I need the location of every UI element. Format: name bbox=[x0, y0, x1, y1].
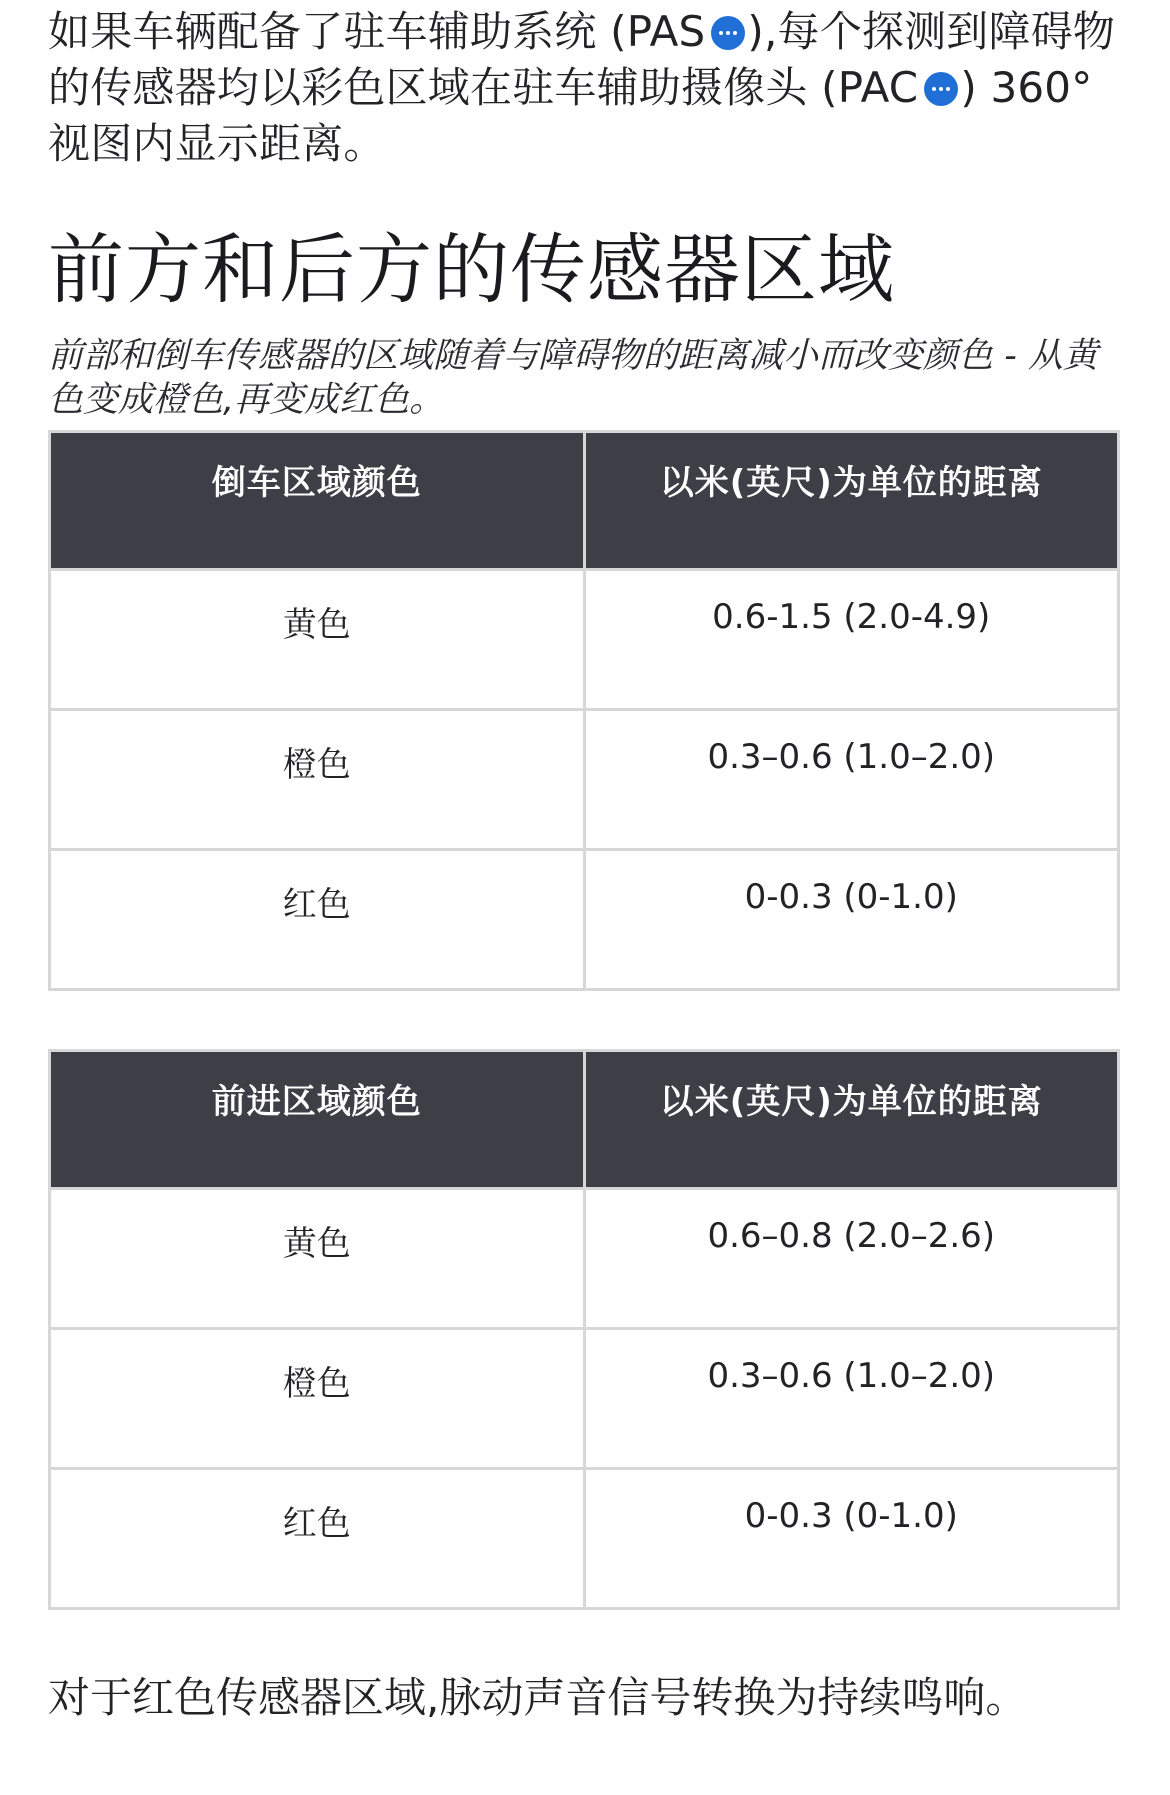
zone-color-cell: 橙色 bbox=[50, 710, 585, 850]
outro-paragraph: 对于红色传感器区域,脉动声音信号转换为持续鸣响。 bbox=[48, 1673, 1028, 1722]
zone-color-cell: 黄色 bbox=[50, 570, 585, 710]
more-info-icon[interactable] bbox=[924, 72, 958, 106]
table-row bbox=[50, 1469, 1119, 1609]
zone-color-cell: 黄色 bbox=[50, 1189, 585, 1329]
section-subtitle: 前部和倒车传感器的区域随着与障碍物的距离减小而改变颜色 - 从黄色变成橙色,再变成红色。 bbox=[48, 336, 1098, 420]
column-header-color: 倒车区域颜色 bbox=[50, 432, 585, 570]
article bbox=[48, 0, 1120, 1726]
section-title: 前方和后方的传感器区域 bbox=[48, 225, 895, 314]
zone-distance-cell: 0.3–0.6 (1.0–2.0) bbox=[584, 1329, 1119, 1469]
zone-distance-cell: 0-0.3 (0-1.0) bbox=[584, 1469, 1119, 1609]
zone-distance-cell: 0.6–0.8 (2.0–2.6) bbox=[584, 1189, 1119, 1329]
zone-distance-cell: 0-0.3 (0-1.0) bbox=[584, 850, 1119, 990]
zone-distance-cell: 0.3–0.6 (1.0–2.0) bbox=[584, 710, 1119, 850]
intro-text-3: ) 360°视图内显示距离。 bbox=[48, 63, 1093, 168]
table-row bbox=[50, 850, 1119, 990]
table-header-row bbox=[50, 432, 1119, 570]
zone-color-cell: 橙色 bbox=[50, 1329, 585, 1469]
zone-distance-cell: 0.6-1.5 (2.0-4.9) bbox=[584, 570, 1119, 710]
table-row bbox=[50, 1329, 1119, 1469]
table-header-row bbox=[50, 1051, 1119, 1189]
zone-color-cell: 红色 bbox=[50, 850, 585, 990]
intro-text-1: 如果车辆配备了驻车辅助系统 (PAS bbox=[48, 7, 706, 56]
zone-color-cell: 红色 bbox=[50, 1469, 585, 1609]
intro-text-2: ),每个探测到障碍物的传感器均以彩色区域在驻车辅助摄像头 (PAC bbox=[48, 7, 1116, 112]
reverse-zone-table bbox=[48, 430, 1120, 991]
more-info-icon[interactable] bbox=[711, 16, 745, 50]
table-row bbox=[50, 1189, 1119, 1329]
forward-zone-table bbox=[48, 1049, 1120, 1610]
intro-paragraph bbox=[48, 0, 1120, 172]
column-header-color: 前进区域颜色 bbox=[50, 1051, 585, 1189]
table-row bbox=[50, 570, 1119, 710]
column-header-distance: 以米(英尺)为单位的距离 bbox=[584, 1051, 1119, 1189]
table-row bbox=[50, 710, 1119, 850]
column-header-distance: 以米(英尺)为单位的距离 bbox=[584, 432, 1119, 570]
